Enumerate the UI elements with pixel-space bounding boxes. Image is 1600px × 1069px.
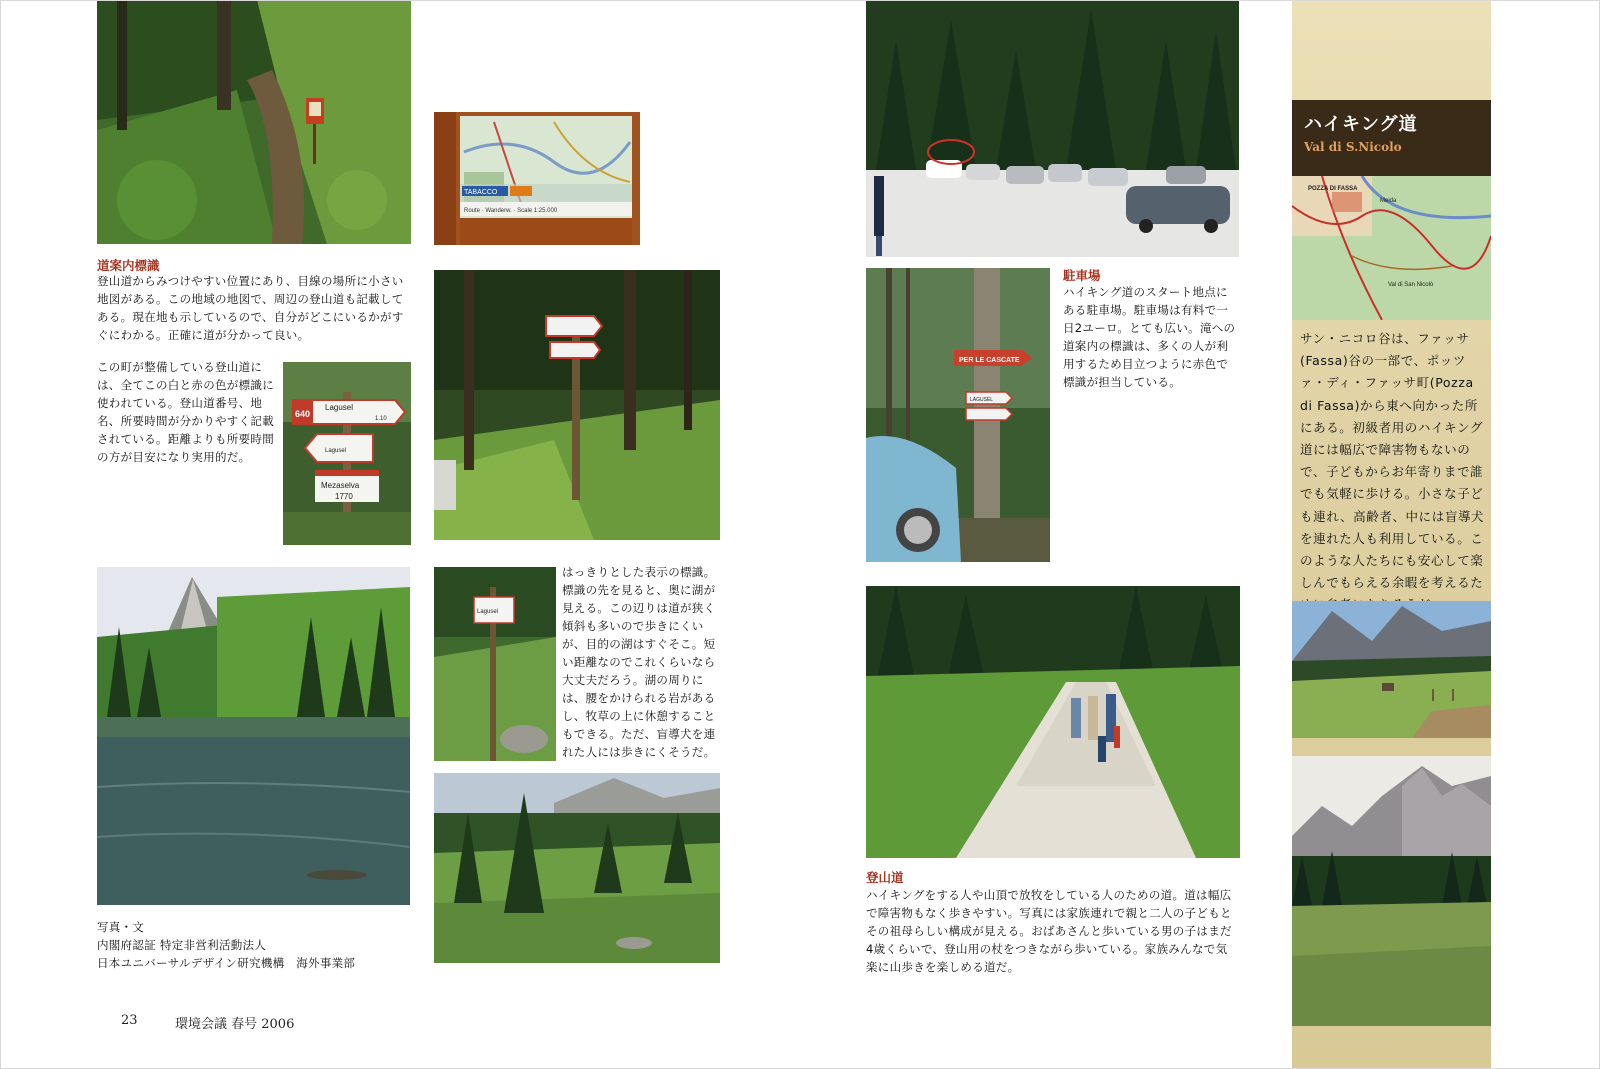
photo-lake-sign	[434, 567, 556, 761]
photo-tree-sign	[866, 268, 1050, 562]
photo-forest-path	[97, 0, 411, 244]
map-label-meida: Meida	[1380, 198, 1397, 204]
photo-alpine-meadow	[434, 773, 720, 963]
photo-hiking-trail	[866, 586, 1240, 858]
trail-heading: 登山道	[866, 870, 904, 885]
credits-line-2: 内閣府認証 特定非営利活動法人	[97, 938, 267, 952]
marker-place-mid: Lagusel	[325, 448, 347, 454]
publication-title: 環境会議 春号 2006	[175, 1017, 295, 1032]
sidebar-text: サン・ニコロ谷は、ファッサ(Fassa)谷の一部で、ポッツァ・ディ・ファッサ町(Pozza di Fassa)から東へ向かった所にある。初級者用のハイキング道には幅広で障害物もないので、子どもからお年寄りまで誰でも気軽に歩ける。小さな子ども連れ、高齢者、中には盲導犬を連れた人も利用している。このような人たちにも安心して楽しんでもらえる余暇を考えるた	[1300, 331, 1485, 591]
map-label-pozza: POZZA DI FASSA	[1308, 186, 1358, 192]
credits-line-1: 写真・文	[97, 920, 145, 934]
signage-heading: 道案内標識	[97, 258, 160, 273]
markers-text: この町が整備している登山道には、全てこの白と赤の色が標識に使われている。登山道番号、地名、所要時間が分かりやすく記載されている。距離よりも所要時間の方が目安になり実用的だ。	[97, 360, 274, 464]
credits-line-3: 日本ユニバーサルデザイン研究機構 海外事業部	[97, 956, 356, 970]
parking-heading: 駐車場	[1063, 268, 1101, 283]
page-number: 23	[121, 1013, 138, 1028]
parking-text: ハイキング道のスタート地点にある駐車場。駐車場は有料で一日2ユーロ。とても広い。滝への道案内の標識は、多くの人が利用するため目立つように赤色で標識が担当している。	[1063, 285, 1236, 389]
tree-sign-small: LAGUSEL	[970, 397, 994, 403]
sidebar-photo-peaks	[1292, 756, 1491, 1026]
photo-map-board	[434, 112, 640, 245]
sidebar-subtitle: Val di S.Nicolo	[1304, 140, 1402, 154]
sidebar-photo-mountains	[1292, 601, 1491, 738]
sidebar-map	[1292, 176, 1491, 320]
marker-altitude: 1770	[335, 492, 353, 501]
sidebar-title: ハイキング道	[1304, 114, 1418, 135]
map-board-scale: Route · Wanderw. · Scale 1:25.000	[464, 208, 558, 214]
marker-time-1: 1.10	[375, 416, 387, 422]
photo-trail-markers	[283, 362, 411, 545]
lake-sign-label: Lagusel	[477, 609, 499, 615]
signage-text: 登山道からみつけやすい位置にあり、目線の場所に小さい地図がある。この地域の地図で、周辺の登山道も記載してある。現在地も示しているので、自分がどこにいるかがすぐにわかる。正確に道が分かって良い。	[97, 274, 404, 342]
trail-text: ハイキングをする人や山頂で放牧をしている人のための道。道は幅広で障害物もなく歩きやすい。写真には家族連れで親と二人の子どもとその祖母らしい構成が見える。おばあさんと歩いている男の子はまだ4歳くらいで、登山用の杖をつきながら歩いている。家族みんなで気楽に山歩きを楽しめる道だ。	[866, 888, 1232, 974]
marker-place-2: Mezaselva	[321, 481, 360, 490]
map-label-val: Val di San Nicolò	[1388, 282, 1434, 288]
lake-text: はっきりとした表示の標識。標識の先を見ると、奥に湖が見える。この辺りは道が狭く傾斜も多いので歩きにくいが、目的の湖はすぐそこ。短い距離なのでこれくらいなら大丈夫だろう。湖の周りには、腰をかけられる岩があるし、牧草の上に休憩することもできる。ただ、盲導犬を連れた人には歩きにくそうだ。	[562, 565, 716, 759]
tree-sign-main: PER LE CASCATE	[959, 357, 1020, 364]
marker-number: 640	[295, 409, 311, 419]
map-board-brand: TABACCO	[464, 189, 498, 196]
photo-signpost-forest	[434, 270, 720, 540]
photo-parking-lot	[866, 0, 1239, 257]
photo-lake	[97, 567, 410, 905]
marker-place-1: Lagusel	[325, 403, 354, 412]
